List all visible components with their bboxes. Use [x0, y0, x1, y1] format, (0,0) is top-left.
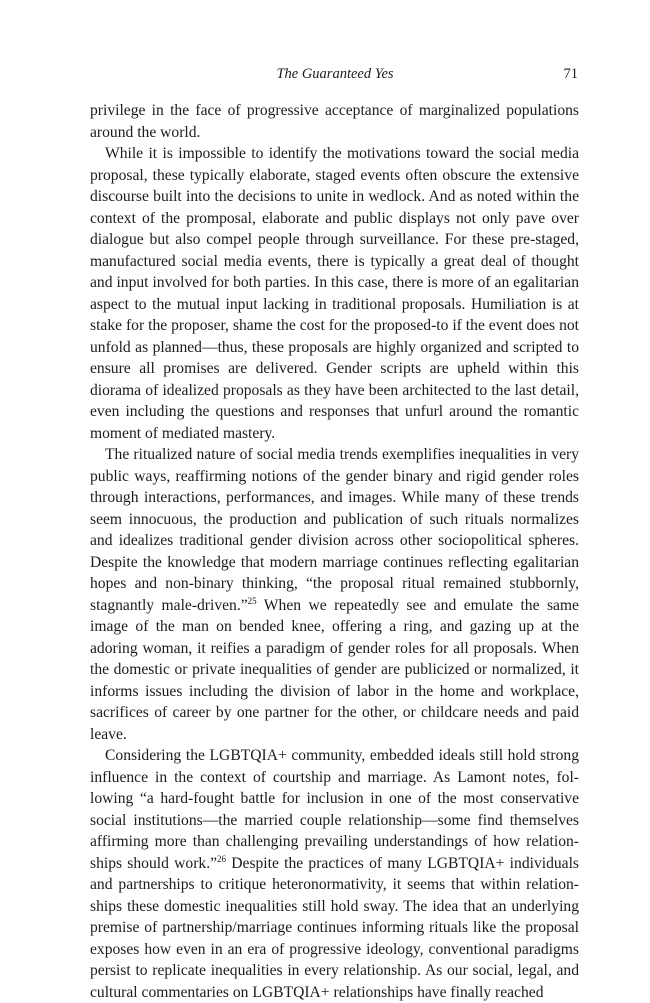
paragraph-text: Despite the practices of many LGBTQIA+ individuals and partnerships to critique heteronormativity, it seems that within relationships these domestic inequalities still hold sway. The idea that an underlying premise of partnership/marriage continues informing rituals like the proposal exposes how even in an era of progressive ideology, conventional paradigms persist to replicate inequalities in every relationship. As our social, legal, and cultural commentaries on LGBTQIA+ relationships have finally reached — [90, 854, 579, 1001]
paragraph — [90, 444, 579, 745]
paragraph-text: Considering the LGBTQIA+ community, embedded ideals still hold strong influence in the context of courtship and marriage. As Lamont notes, following “a hard-fought battle for inclusion in one of the most conservative social institutions—the married couple relationship—some find themselves affirming more than challenging prevailing understandings of how relationships should work.” — [90, 747, 579, 872]
footnote-marker[interactable]: 25 — [247, 595, 257, 606]
page-number: 71 — [563, 66, 578, 82]
running-title: The Guaranteed Yes — [276, 66, 394, 82]
paragraph — [90, 745, 579, 1003]
paragraph-text: When we repeatedly see and emulate the same image of the man on bended knee, offering a ring, and gazing up at the adoring woman, it reifies a paradigm of gender roles for all proposals. When the domestic or private inequalities of gender are publicized or normalized, it informs issues including the division of labor in the home and workplace, sacrifices of career by one partner for the other, or childcare needs and paid leave. — [90, 596, 579, 743]
paragraph: While it is impossible to identify the motivations toward the social media proposal, these typically elaborate, staged events often obscure the extensive discourse built into the decisions to unite in wedlock. And as noted within the context of the promposal, elaborate and public displays not only pave over dialogue but also compel people through surveillance. For these pre-staged, manufactured social media events, there is typically a great deal of thought and input involved for both parties. In this case, there is more of an egalitarian aspect to the mutual input lacking in traditional proposals. Humiliation is at stake for the proposer, shame the cost for the proposed-to if the event does not unfold as planned—thus, these proposals are highly organized and scripted to ensure all promises are delivered. Gender scripts are upheld within this diorama of idealized proposals as they have been architected to the last detail, even including the questions and responses that unfurl around the romantic moment of mediated mastery. — [90, 145, 579, 442]
paragraph-text: The ritualized nature of social media trends exemplifies inequalities in very public ways, reaffirming notions of the gender binary and rigid gender roles through interactions, performances, and images. While many of these trends seem innocuous, the production and publication of such rituals normalizes and idealizes traditional gender division across other sociopolitical spheres. Despite the knowledge that modern marriage continues reflecting egalitarian hopes and non-binary thinking, “the proposal ritual remained stubbornly, stagnantly male-driven.” — [90, 446, 579, 614]
body-text — [90, 100, 579, 1003]
paragraph-continued: privilege in the face of progressive acceptance of marginalized populations around the world. — [90, 102, 579, 141]
footnote-marker[interactable]: 26 — [217, 853, 227, 864]
running-head — [90, 66, 580, 86]
